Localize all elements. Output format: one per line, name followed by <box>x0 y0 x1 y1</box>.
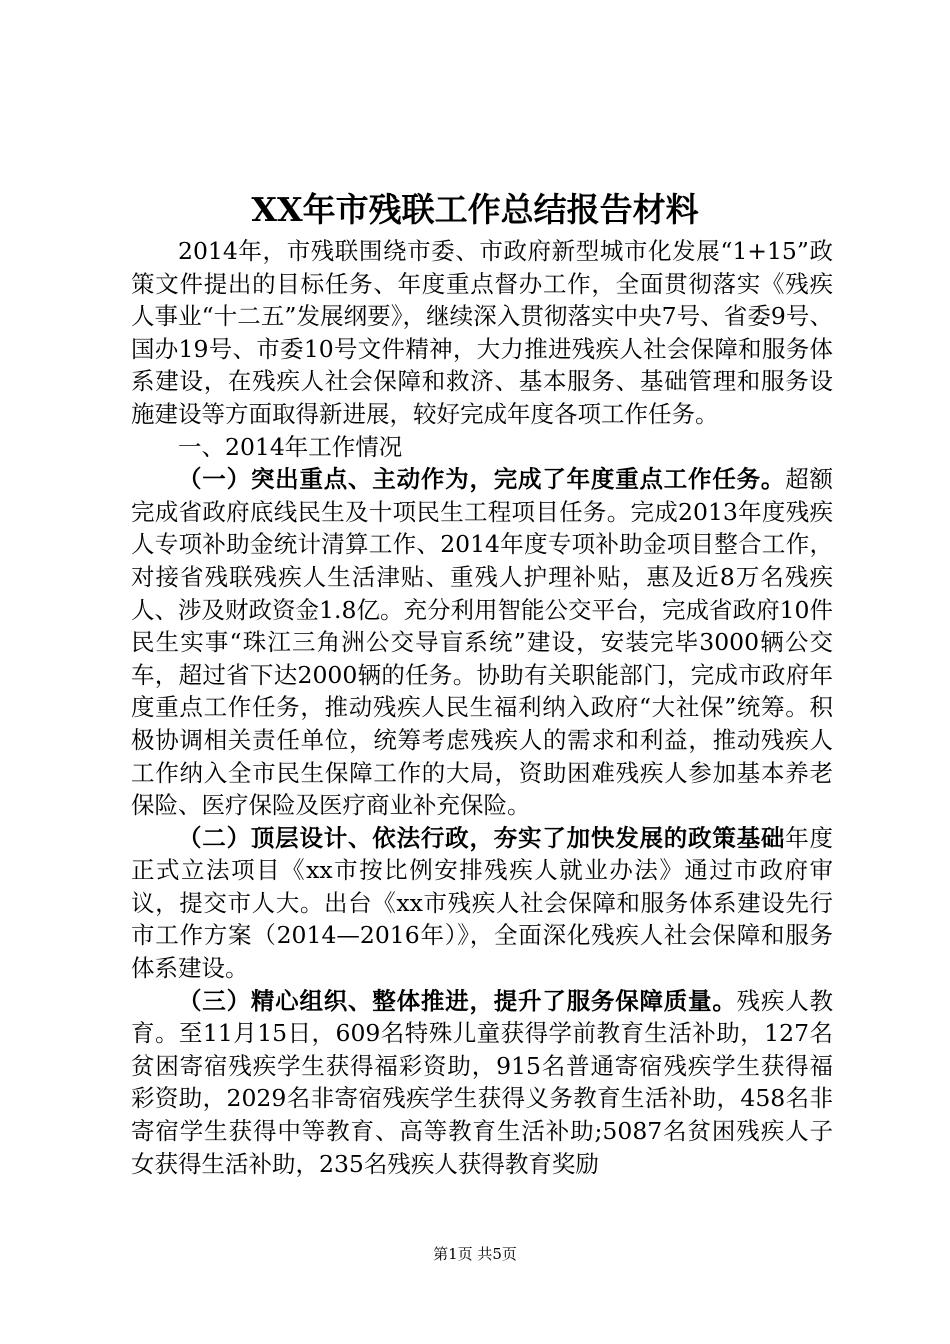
intro-paragraph: 2014年，市残联围绕市委、市政府新型城市化发展“1+15”政策文件提出的目标任务、年度重点督办工作，全面贯彻落实《残疾人事业“十二五”发展纲要》，继续深入贯彻落实中央7号、省委9号、国办19号、市委10号文件精神，大力推进残疾人社会保障和服务体系建设，在残疾人社会保障和救济、基本服务、基础管理和服务设施建设等方面取得新进展，较好完成年度各项工作任务。 <box>131 237 833 428</box>
subsection-3 <box>131 985 833 1181</box>
subsection-3-text: 残疾人教育。至11月15日，609名特殊儿童获得学前教育生活补助，127名贫困寄宿残疾学生获得福彩资助，915名普通寄宿残疾学生获得福彩资助，2029名非寄宿残疾学生获得义务教育生活补助，458名非寄宿学生获得中等教育、高等教育生活补助;5087名贫困残疾人子女获得生活补助，235名残疾人获得教育奖励 <box>131 986 834 1178</box>
subsection-1 <box>131 463 833 822</box>
subsection-1-heading: （一）突出重点、主动作为，完成了年度重点工作任务。 <box>178 465 786 494</box>
subsection-2 <box>131 822 833 985</box>
document-body <box>131 235 833 1180</box>
section-heading: 一、2014年工作情况 <box>178 432 403 461</box>
subsection-2-heading: （二）顶层设计、依法行政，夯实了加快发展的政策基础 <box>178 823 786 852</box>
page-title: XX年市残联工作总结报告材料 <box>251 190 699 229</box>
subsection-2-text: 年度正式立法项目《xx市按比例安排残疾人就业办法》通过市政府审议，提交市人大。出台《xx市残疾人社会保障和服务体系建设先行市工作方案（2014—2016年）》，全面深化残疾人社会保障和服务体系建设。 <box>131 823 834 983</box>
page-number: 第1页 共5页 <box>433 1245 517 1263</box>
subsection-1-text: 超额完成省政府底线民生及十项民生工程项目任务。完成2013年度残疾人专项补助金统计清算工作、2014年度专项补助金项目整合工作，对接省残联残疾人生活津贴、重残人护理补贴，惠及近8万名残疾人、涉及财政资金1.8亿。充分利用智能公交平台，完成省政府10件民生实事“珠江三角洲公交导盲系统”建设，安装完毕3000辆公交车，超过省下达2000辆的任务。协助有关职能部门，完成市政府年度重点工作任务，推动残疾人民生福利纳入政府“大社保”统筹。积极协调相关责任单位，统筹考虑残疾人的需求和利益，推动残疾人工作纳入全市民生保障工作的大局，资助困难残疾人参加基本养老保险、医疗保险及医疗商业补充保险。 <box>131 465 834 820</box>
subsection-3-heading: （三）精心组织、整体推进，提升了服务保障质量。 <box>178 986 737 1015</box>
